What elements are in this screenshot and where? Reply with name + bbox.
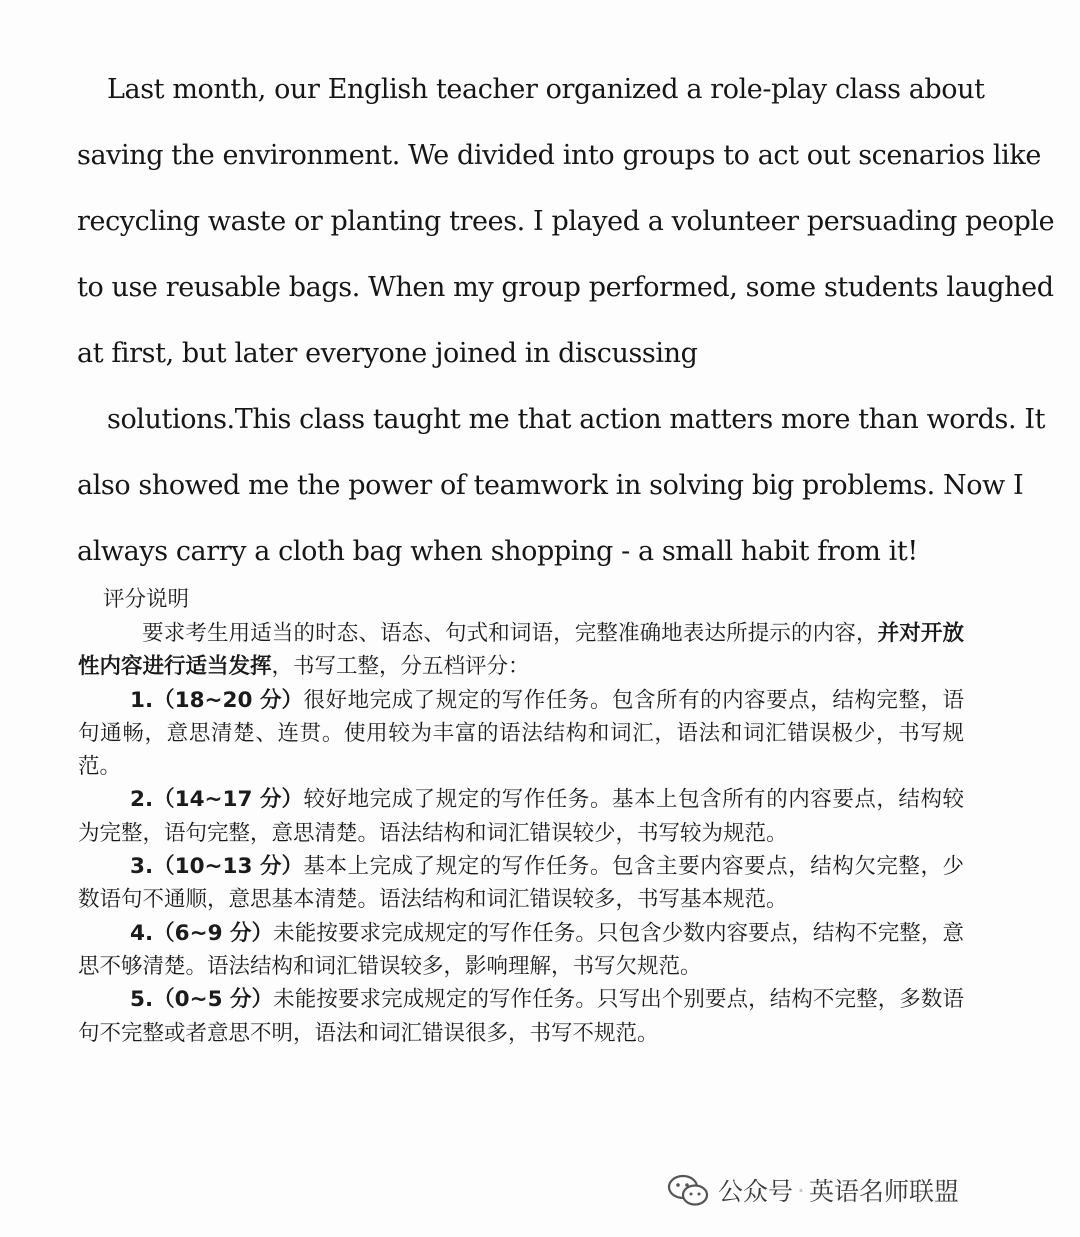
model-essay	[77, 66, 1055, 594]
tier-description: 未能按要求完成规定的写作任务。只写出个别要点，结构不完整，多数语句不完整或者意思不明，语法和词汇错误很多，书写不规范。	[78, 987, 964, 1046]
scoring-intro-text: 要求考生用适当的时态、语态、句式和词语，完整准确地表达所提示的内容，	[142, 621, 878, 646]
scoring-tier	[78, 850, 964, 917]
tier-number: 3.（10~13 分）	[130, 854, 303, 880]
scoring-intro-bold: 并对开放性内容进行适当发挥	[78, 621, 964, 680]
watermark-separator: ·	[797, 1175, 805, 1205]
tier-description: 较好地完成了规定的写作任务。基本上包含所有的内容要点，结构较为完整，语句完整，意思清楚。语法结构和词汇错误较少，书写较为规范。	[78, 787, 964, 846]
scoring-intro-end: ，书写工整，分五档评分：	[271, 654, 530, 680]
scoring-intro	[78, 617, 964, 684]
watermark	[666, 1170, 959, 1210]
scoring-tier	[78, 684, 964, 784]
watermark-account: 英语名师联盟	[808, 1177, 959, 1206]
tier-number: 2.（14~17 分）	[130, 787, 303, 813]
essay-line: always carry a cloth bag when shopping - a small habit from it!	[77, 536, 918, 567]
scoring-tier	[78, 783, 964, 850]
essay-line: also showed me the power of teamwork in solving big problems. Now I	[77, 470, 1024, 501]
essay-line: recycling waste or planting trees. I played a volunteer persuading people	[77, 206, 1055, 237]
watermark-prefix: 公众号	[718, 1177, 794, 1206]
scoring-tier	[78, 983, 964, 1050]
tier-description: 未能按要求完成规定的写作任务。只包含少数内容要点，结构不完整，意思不够清楚。语法结构和词汇错误较多，影响理解，书写欠规范。	[78, 920, 964, 979]
tier-description: 很好地完成了规定的写作任务。包含所有的内容要点，结构完整，语句通畅，意思清楚、连贯。使用较为丰富的语法结构和词汇，语法和词汇错误极少，书写规范。	[78, 687, 964, 780]
tier-number: 5.（0~5 分）	[130, 987, 274, 1013]
essay-line: Last month, our English teacher organized a role-play class about	[107, 74, 985, 105]
scoring-guide	[78, 583, 964, 1050]
essay-line: solutions.This class taught me that action matters more than words. It	[107, 404, 1046, 435]
scoring-tier	[78, 917, 964, 984]
essay-line: saving the environment. We divided into groups to act out scenarios like	[77, 140, 1041, 171]
tier-number: 4.（6~9 分）	[130, 920, 274, 946]
tier-number: 1.（18~20 分）	[130, 687, 303, 713]
essay-line: to use reusable bags. When my group performed, some students laughed	[77, 272, 1054, 303]
tier-description: 基本上完成了规定的写作任务。包含主要内容要点，结构欠完整，少数语句不通顺，意思基本清楚。语法结构和词汇错误较多，书写基本规范。	[78, 854, 964, 913]
essay-line: at first, but later everyone joined in discussing	[77, 338, 698, 369]
wechat-icon	[666, 1173, 710, 1207]
scoring-heading: 评分说明	[103, 587, 190, 612]
